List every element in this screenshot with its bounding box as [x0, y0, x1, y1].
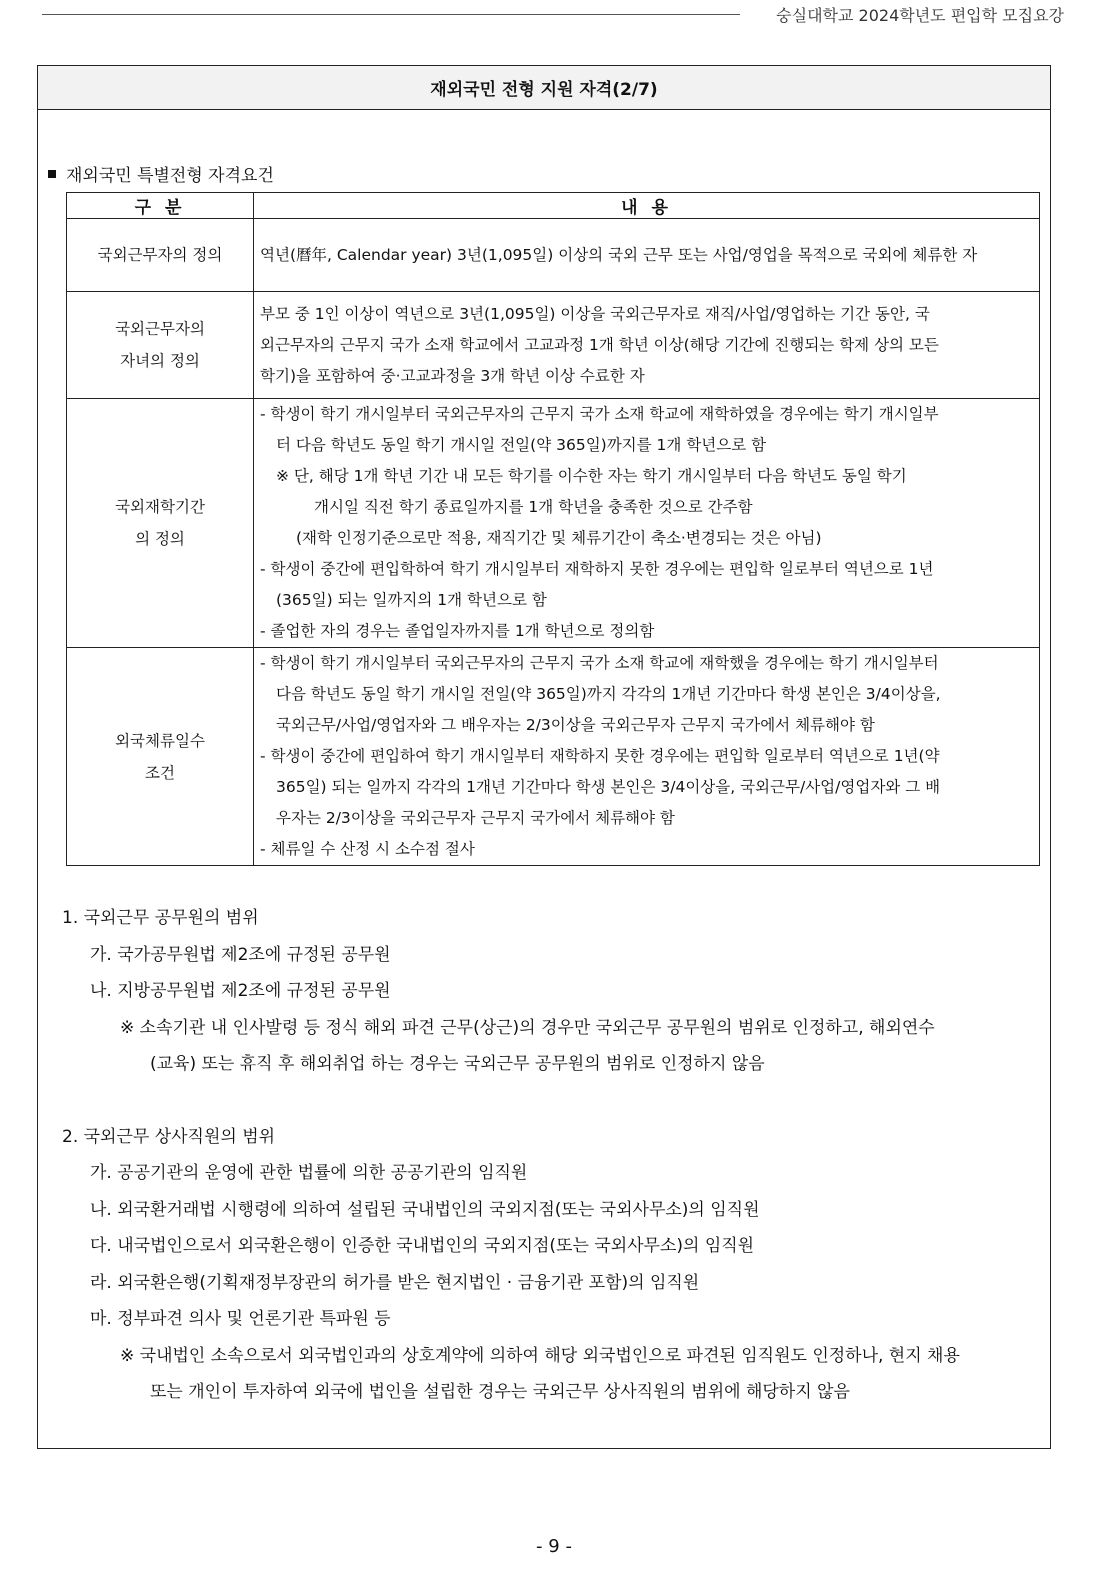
section-heading	[48, 161, 274, 186]
notes-s1-remark: ※ 소속기관 내 인사발령 등 정식 해외 파견 근무(상근)의 경우만 국외근무 공무원의 범위로 인정하고, 해외연수	[120, 1017, 935, 1038]
notes-s1-item: 가. 국가공무원법 제2조에 규정된 공무원	[90, 944, 391, 965]
row-category	[67, 292, 254, 399]
category-line: 국외근무자의 정의	[97, 246, 223, 264]
category-line: 조건	[145, 763, 175, 782]
header-rule	[42, 14, 740, 15]
table-row	[67, 219, 1040, 292]
content-line: 외근무자의 근무지 국가 소재 학교에서 고교과정 1개 학년 이상(해당 기간에 진행되는 학제 상의 모든	[260, 335, 939, 354]
table-row	[67, 648, 1040, 866]
table-row	[67, 399, 1040, 648]
content-box	[37, 65, 1051, 1449]
page-number: - 9 -	[536, 1536, 572, 1557]
col-header-content: 내 용	[254, 193, 1040, 219]
row-content	[254, 219, 1040, 292]
content-line: 학기)을 포함하여 중·고교과정을 3개 학년 이상 수료한 자	[260, 366, 645, 385]
content-line: - 학생이 학기 개시일부터 국외근무자의 근무지 국가 소재 학교에 재학했을 경우에는 학기 개시일부터	[260, 654, 939, 672]
content-line: - 학생이 학기 개시일부터 국외근무자의 근무지 국가 소재 학교에 재학하였을 경우에는 학기 개시일부	[260, 405, 939, 423]
notes-s2-item: 다. 내국법인으로서 외국환은행이 인증한 국내법인의 국외지점(또는 국외사무소)의 임직원	[90, 1236, 755, 1256]
row-content	[254, 399, 1040, 648]
category-line: 국외재학기간	[115, 498, 205, 516]
section-heading-text: 재외국민 특별전형 자격요건	[66, 166, 274, 186]
requirements-table	[66, 192, 1040, 866]
content-line: - 체류일 수 산정 시 소수점 절사	[260, 840, 475, 858]
note-line: (재학 인정기준으로만 적용, 재직기간 및 체류기간이 축소·변경되는 것은 아님)	[296, 529, 822, 547]
box-title: 재외국민 전형 지원 자격(2/7)	[38, 66, 1050, 110]
square-bullet-icon	[48, 170, 56, 178]
content-line: 국외근무/사업/영업자와 그 배우자는 2/3이상을 국외근무자 근무지 국가에서 체류해야 함	[276, 716, 875, 734]
category-line: 자녀의 정의	[120, 352, 200, 370]
notes-s2-item: 마. 정부파견 의사 및 언론기관 특파원 등	[90, 1309, 391, 1329]
notes-s1-item: 나. 지방공무원법 제2조에 규정된 공무원	[90, 981, 391, 1001]
notes-s2-item: 가. 공공기관의 운영에 관한 법률에 의한 공공기관의 임직원	[90, 1163, 528, 1183]
notes-s2-remark: ※ 국내법인 소속으로서 외국법인과의 상호계약에 의하여 해당 외국법인으로 파견된 임직원도 인정하나, 현지 채용	[120, 1345, 960, 1366]
category-line: 의 정의	[135, 530, 185, 548]
row-content	[254, 292, 1040, 399]
col-header-category: 구 분	[67, 193, 254, 219]
notes-s2-title: 2. 국외근무 상사직원의 범위	[62, 1126, 276, 1147]
note-line: ※ 단, 해당 1개 학년 기간 내 모든 학기를 이수한 자는 학기 개시일부터 다음 학년도 동일 학기	[276, 467, 907, 485]
notes-section	[62, 900, 1042, 1411]
content-line: 우자는 2/3이상을 국외근무자 근무지 국가에서 체류해야 함	[276, 809, 675, 827]
content-line: (365일) 되는 일까지의 1개 학년으로 함	[276, 591, 547, 609]
running-header: 숭실대학교 2024학년도 편입학 모집요강	[776, 6, 1064, 25]
notes-s2-item: 라. 외국환은행(기획재정부장관의 허가를 받은 현지법인 · 금융기관 포함)의 임직원	[90, 1272, 700, 1293]
row-category	[67, 219, 254, 292]
content-line: 터 다음 학년도 동일 학기 개시일 전일(약 365일)까지를 1개 학년으로 함	[276, 436, 767, 454]
notes-s2-item: 나. 외국환거래법 시행령에 의하여 설립된 국내법인의 국외지점(또는 국외사무소)의 임직원	[90, 1199, 760, 1220]
row-content	[254, 648, 1040, 866]
notes-s2-remark: 또는 개인이 투자하여 외국에 법인을 설립한 경우는 국외근무 상사직원의 범위에 해당하지 않음	[150, 1382, 850, 1402]
notes-s1-title: 1. 국외근무 공무원의 범위	[62, 908, 259, 928]
category-line: 외국체류일수	[115, 731, 205, 750]
content-line: - 학생이 중간에 편입하여 학기 개시일부터 재학하지 못한 경우에는 편입학 일로부터 역년으로 1년(약	[260, 747, 940, 765]
content-line: 역년(曆年, Calendar year) 3년(1,095일) 이상의 국외 근무 또는 사업/영업을 목적으로 국외에 체류한 자	[260, 245, 978, 264]
notes-s1-remark: (교육) 또는 휴직 후 해외취업 하는 경우는 국외근무 공무원의 범위로 인정하지 않음	[150, 1054, 765, 1074]
content-line: 부모 중 1인 이상이 역년으로 3년(1,095일) 이상을 국외근무자로 재직/사업/영업하는 기간 동안, 국	[260, 304, 930, 323]
content-line: - 학생이 중간에 편입학하여 학기 개시일부터 재학하지 못한 경우에는 편입학 일로부터 역년으로 1년	[260, 560, 934, 578]
category-line: 국외근무자의	[115, 320, 205, 338]
content-line: - 졸업한 자의 경우는 졸업일자까지를 1개 학년으로 정의함	[260, 622, 655, 640]
content-line: 다음 학년도 동일 학기 개시일 전일(약 365일)까지 각각의 1개년 기간마다 학생 본인은 3/4이상을,	[276, 685, 941, 703]
row-category	[67, 648, 254, 866]
note-line: 개시일 직전 학기 종료일까지를 1개 학년을 충족한 것으로 간주함	[314, 498, 753, 516]
content-line: 365일) 되는 일까지 각각의 1개년 기간마다 학생 본인은 3/4이상을, 국외근무/사업/영업자와 그 배	[276, 778, 941, 796]
table-row	[67, 292, 1040, 399]
table-header-row	[67, 193, 1040, 219]
row-category	[67, 399, 254, 648]
